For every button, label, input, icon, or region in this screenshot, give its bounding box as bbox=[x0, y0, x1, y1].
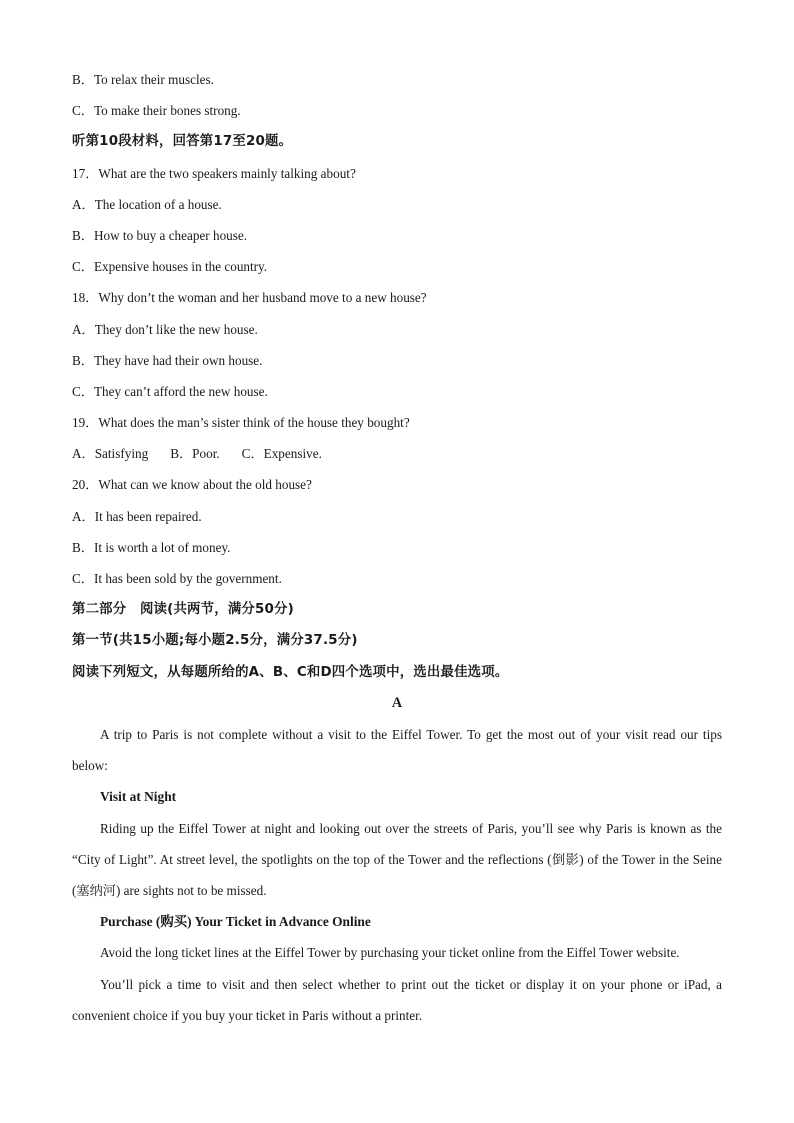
q20-option-b: B．It is worth a lot of money. bbox=[72, 539, 231, 555]
q17-option-a: A．The location of a house. bbox=[72, 196, 222, 212]
q20-stem: 20．What can we know about the old house? bbox=[72, 477, 312, 493]
part2-instruction: 阅读下列短文，从每题所给的A、B、C和D四个选项中，选出最佳选项。 bbox=[72, 664, 509, 680]
q19-option-b: B．Poor. bbox=[170, 446, 220, 462]
heading-purchase-ticket: Purchase (购买) Your Ticket in Advance Online bbox=[100, 914, 371, 930]
part2-title: 第二部分 阅读(共两节，满分50分) bbox=[72, 602, 294, 618]
q20-option-c: C．It has been sold by the government. bbox=[72, 571, 282, 586]
passage-label: A bbox=[391, 694, 403, 711]
q19-option-a: A．Satisfying bbox=[72, 446, 149, 462]
q18-option-b: B．They have had their own house. bbox=[72, 352, 263, 368]
q17-option-b: B．How to buy a cheaper house. bbox=[72, 227, 248, 243]
paragraph-pick-time: You’ll pick a time to visit and then select whether to print out the ticket or display it on your phone or iPad, a convenient choice if you buy your ticket in Paris without a printer. bbox=[72, 976, 722, 1023]
q20-option-a: A．It has been repaired. bbox=[72, 508, 202, 524]
q17-stem: 17．What are the two speakers mainly talking about? bbox=[72, 165, 356, 181]
q19-options bbox=[72, 438, 722, 469]
q16-option-b: B．To relax their muscles. bbox=[72, 72, 214, 87]
q17-option-c: C．Expensive houses in the country. bbox=[72, 259, 268, 275]
document-page bbox=[72, 64, 722, 1031]
passage-intro: A trip to Paris is not complete without a visit to the Eiffel Tower. To get the most out of your visit read our tips below: bbox=[72, 726, 722, 774]
heading-visit-at-night: Visit at Night bbox=[100, 789, 177, 805]
q16-option-c: C．To make their bones strong. bbox=[72, 103, 241, 119]
paragraph-visit-at-night: Riding up the Eiffel Tower at night and looking out over the streets of Paris, you’ll see why Paris is known as the “City of Light”. At street level, the spotlights on the top of the Tower and the reflections (倒影) of the Tower in the Seine (塞纳河) are sights not to be missed. bbox=[72, 820, 722, 898]
q18-option-c: C．They can’t afford the new house. bbox=[72, 383, 268, 399]
q19-stem: 19．What does the man’s sister think of the house they bought? bbox=[72, 415, 410, 431]
paragraph-avoid-lines: Avoid the long ticket lines at the Eiffel Tower by purchasing your ticket online from the Eiffel Tower website. bbox=[100, 945, 680, 961]
q18-option-a: A．They don’t like the new house. bbox=[72, 321, 258, 337]
section10-heading: 听第10段材料，回答第17至20题。 bbox=[72, 134, 293, 150]
part2-section1: 第一节(共15小题;每小题2.5分，满分37.5分) bbox=[72, 633, 358, 649]
q19-option-c: C．Expensive. bbox=[241, 446, 322, 462]
q18-stem: 18．Why don’t the woman and her husband move to a new house? bbox=[72, 290, 427, 306]
